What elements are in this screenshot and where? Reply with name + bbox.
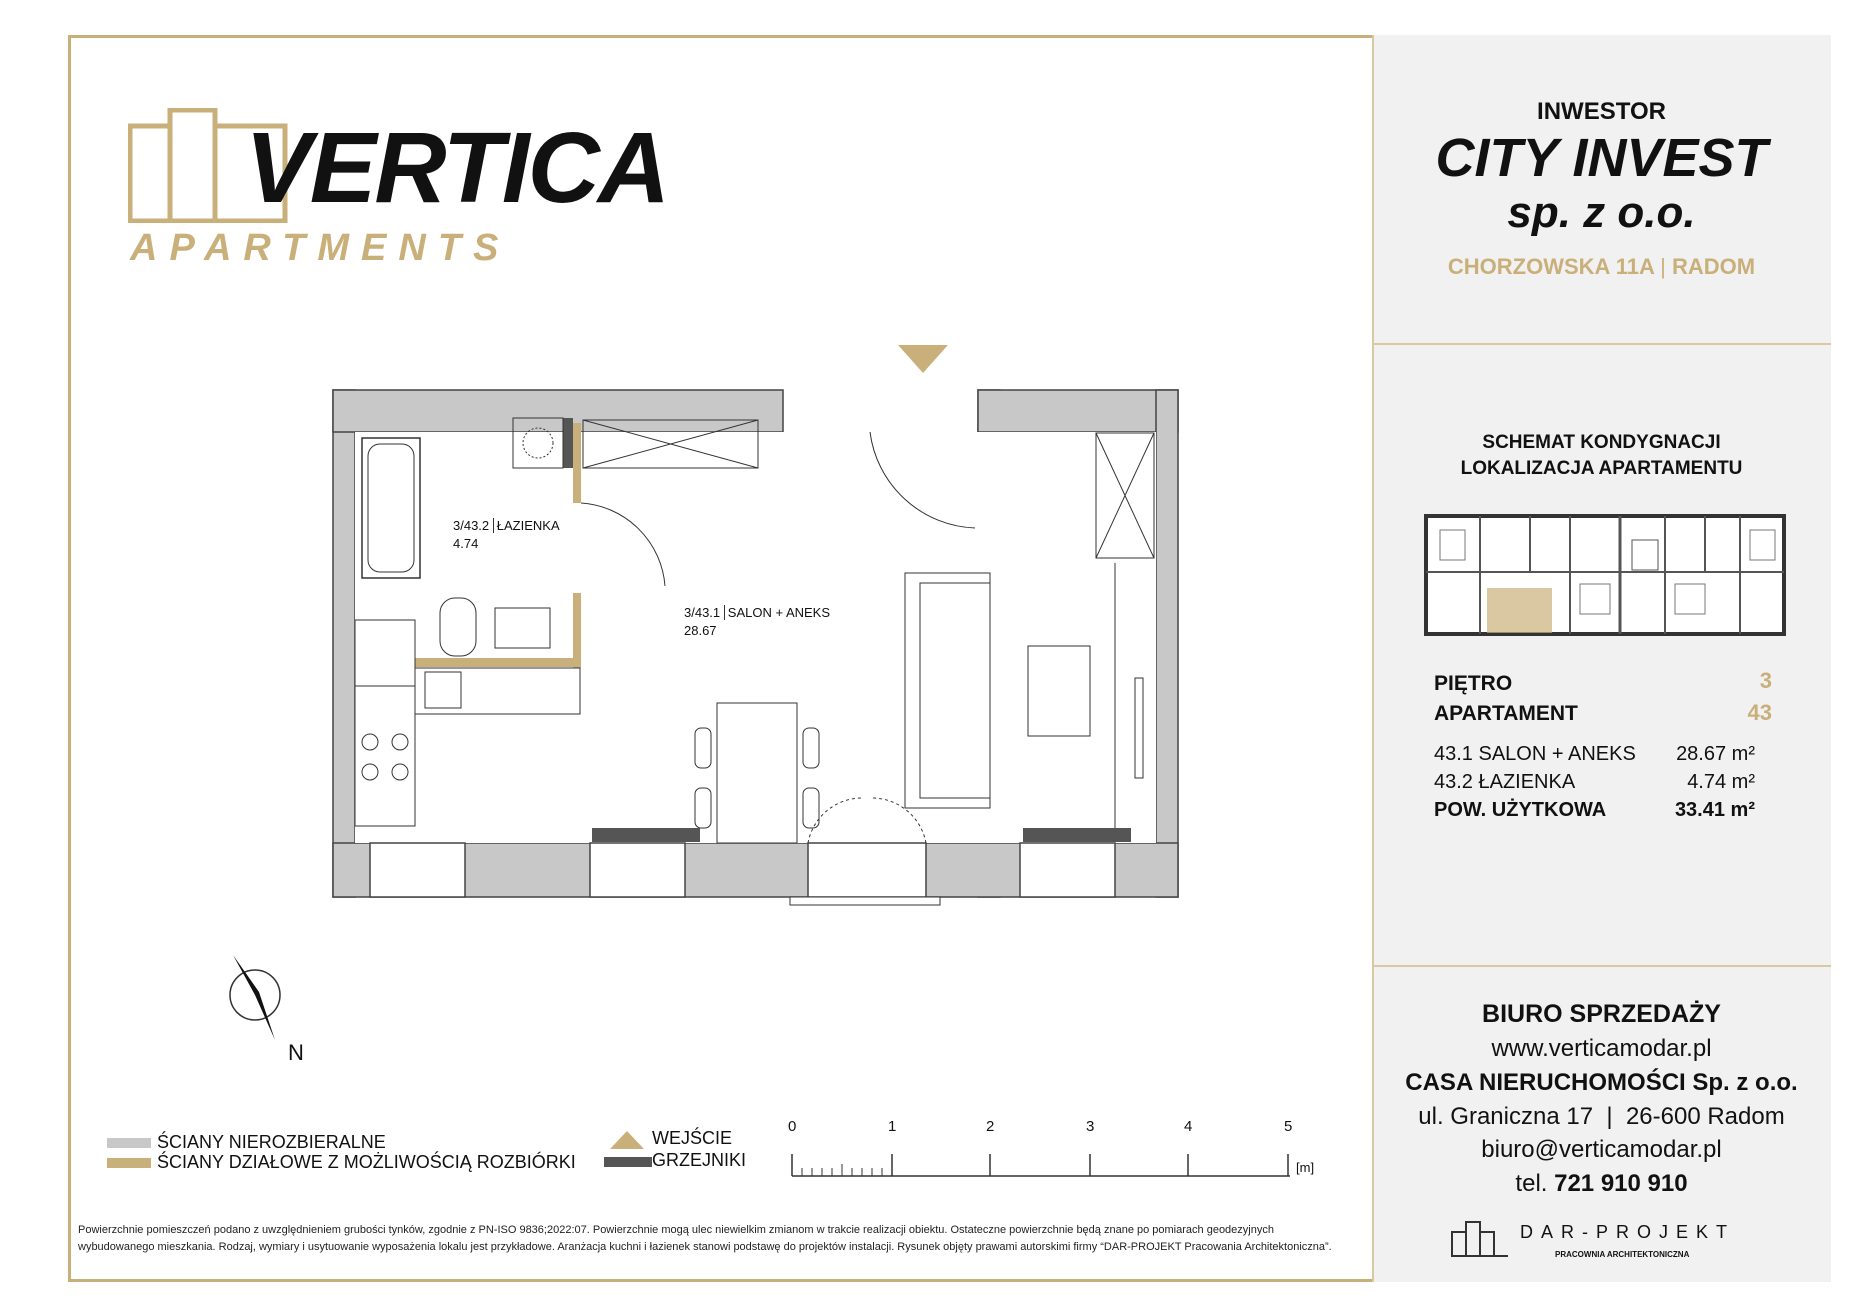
sales-agency: CASA NIERUCHOMOŚCI Sp. z o.o. bbox=[1405, 1069, 1798, 1096]
scale-unit: [m] bbox=[1296, 1160, 1315, 1175]
logo-brand: VERTICA bbox=[245, 112, 669, 224]
compass-icon bbox=[225, 950, 285, 1045]
total-area-label: POW. UŻYTKOWA bbox=[1434, 799, 1607, 821]
living-label bbox=[684, 605, 830, 620]
legend-entrance-label: WEJŚCIE bbox=[652, 1128, 733, 1148]
total-area-value: 33.41 m² bbox=[1674, 799, 1755, 821]
floor-label: PIĘTRO bbox=[1434, 672, 1513, 695]
dar-projekt-tagline: PRACOWNIA ARCHITEKTONICZNA bbox=[1555, 1250, 1690, 1259]
bath-name: ŁAZIENKA bbox=[493, 518, 560, 533]
dar-projekt-logo-icon bbox=[1450, 1218, 1510, 1258]
investor-label: INWESTOR bbox=[1537, 98, 1666, 125]
bath-id: 3/43.2 bbox=[453, 518, 490, 533]
logo-subtitle: APARTMENTS bbox=[130, 227, 511, 269]
investor-company: CITY INVEST bbox=[1435, 128, 1768, 188]
bath-area: 4.74 bbox=[453, 536, 479, 551]
legend-entrance-icon bbox=[610, 1131, 644, 1151]
investor-address bbox=[1372, 254, 1831, 280]
legend-radiator-label: GRZEJNIKI bbox=[652, 1150, 747, 1170]
legend-fixed-swatch bbox=[107, 1138, 151, 1148]
investor-company-form: sp. z o.o. bbox=[1507, 188, 1696, 237]
phone-number: 721 910 910 bbox=[1554, 1170, 1688, 1197]
living-id: 3/43.1 bbox=[684, 605, 721, 620]
floor-value: 3 bbox=[1759, 668, 1772, 693]
legend-removable-swatch bbox=[107, 1158, 151, 1168]
apartment-value: 43 bbox=[1747, 700, 1772, 725]
living-name: SALON + ANEKS bbox=[724, 605, 830, 620]
disclaimer-text: Powierzchnie pomieszczeń podano z uwzględnieniem grubości tynków, zgodnie z PN-ISO 9836;2022:07. Powierzchnie mogą ulec niewielkim zmianom w trakcie realizacji obiektu. Ostateczne powierzchnie będą znane po pomiarach geodezyjnych wybudowanego mieszkania. Rodzaj, wymiary i usytuowanie wyposażenia lokalu jest przykładowe. Aranżacja kuchni i łazienek stanowi podstawę do projektów instalacji. Rysunek objęty prawami autorskimi firmy “DAR-PROJEKT Pracowania Architektoniczna”. bbox=[78, 1224, 1332, 1253]
panel-divider-1 bbox=[1372, 343, 1831, 345]
bath-label bbox=[453, 518, 560, 533]
address-city: RADOM bbox=[1672, 254, 1756, 279]
panel-divider-2 bbox=[1372, 965, 1831, 967]
schema-title-1: SCHEMAT KONDYGNACJI bbox=[1482, 432, 1721, 453]
scale-tick-4: 4 bbox=[1184, 1118, 1193, 1135]
scale-tick-3: 3 bbox=[1086, 1118, 1095, 1135]
scale-tick-5: 5 bbox=[1284, 1118, 1293, 1135]
sales-email[interactable]: biuro@verticamodar.pl bbox=[1481, 1136, 1722, 1163]
sales-website[interactable]: www.verticamodar.pl bbox=[1491, 1035, 1712, 1062]
apartment-label: APARTAMENT bbox=[1434, 702, 1578, 725]
phone-prefix: tel. bbox=[1515, 1170, 1548, 1197]
floor-plan bbox=[330, 388, 1180, 923]
address-street: CHORZOWSKA 11A bbox=[1447, 254, 1655, 279]
entrance-arrow-icon bbox=[898, 345, 948, 375]
sales-address: ul. Graniczna 17 | 26-600 Radom bbox=[1418, 1103, 1785, 1130]
legend-fixed-label: ŚCIANY NIEROZBIERALNE bbox=[157, 1132, 386, 1152]
sales-phone[interactable] bbox=[1372, 1170, 1831, 1198]
legend-removable-label: ŚCIANY DZIAŁOWE Z MOŻLIWOŚCIĄ ROZBIÓRKI bbox=[157, 1152, 576, 1172]
room-row-1-area: 28.67 m² bbox=[1676, 743, 1755, 765]
address-separator: | bbox=[1660, 254, 1666, 279]
scale-tick-1: 1 bbox=[888, 1118, 897, 1135]
room-row-2-area: 4.74 m² bbox=[1687, 771, 1755, 793]
room-row-1-name: 43.1 SALON + ANEKS bbox=[1434, 743, 1636, 765]
scale-bar bbox=[790, 1150, 1310, 1190]
dar-projekt-name: DAR-PROJEKT bbox=[1520, 1222, 1736, 1242]
scale-tick-0: 0 bbox=[788, 1118, 797, 1135]
schema-title-2: LOKALIZACJA APARTAMENTU bbox=[1460, 458, 1743, 479]
scale-tick-2: 2 bbox=[986, 1118, 995, 1135]
legend-radiator-swatch bbox=[604, 1157, 652, 1167]
sales-title: BIURO SPRZEDAŻY bbox=[1482, 1000, 1721, 1028]
north-label: N bbox=[288, 1040, 304, 1065]
room-row-2-name: 43.2 ŁAZIENKA bbox=[1434, 771, 1576, 793]
living-area: 28.67 bbox=[684, 623, 717, 638]
floor-schema-map bbox=[1420, 510, 1790, 645]
